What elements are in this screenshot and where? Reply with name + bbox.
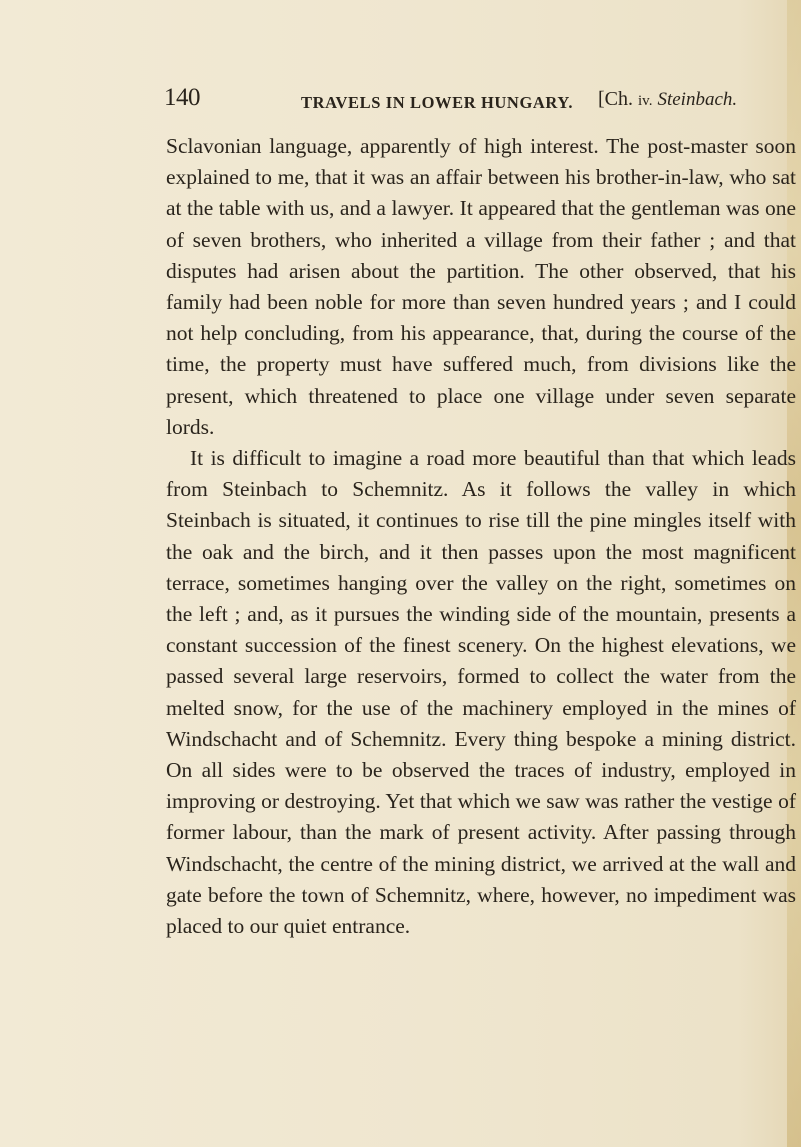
chapter-bracket: [ xyxy=(598,88,605,110)
chapter-abbrev: Ch. xyxy=(604,88,634,110)
paragraph-1: Sclavonian language, apparently of high interest. The post-master soon explained to me, that it was an affair between his brother-in-law, who sat at the table with us, and a lawyer. It appeared that the gentleman was one of seven brothers, who inherited a village from their father ; and that disputes had arisen about the partition. The other observed, that his family had been noble for more than seven hundred years ; and I could not help concluding, from his appearance, that, during the course of the time, the property must have suffered much, from divisions like the present, which threatened to place one village under seven separate lords. xyxy=(166,134,796,439)
running-head xyxy=(164,84,794,120)
page-number: 140 xyxy=(164,84,200,111)
paragraph-2: It is difficult to imagine a road more beautiful than that which leads from Steinbach to Schemnitz. As it follows the valley in which Steinbach is situated, it continues to rise till the pine mingles itself with the oak and the birch, and it then passes upon the most magnificent terrace, sometimes hanging over the valley on the right, sometimes on the left ; and, as it pursues the winding side of the mountain, presents a constant succession of the finest scenery. On the highest elevations, we passed several large reservoirs, formed to collect the water from the melted snow, for the use of the machinery employed in the mines of Windschacht and of Schemnitz. Every thing bespoke a mining district. On all sides were to be observed the traces of industry, employed in improving or destroying. Yet that which we saw was rather the vestige of former labour, than the mark of present activity. After passing through Windschacht, the centre of the mining district, we arrived at the wall and gate before the town of Schemnitz, where, however, no impediment was placed to our quiet entrance. xyxy=(166,446,796,939)
running-title: TRAVELS IN LOWER HUNGARY. xyxy=(301,93,574,112)
body-text xyxy=(166,131,796,942)
chapter-reference xyxy=(598,88,737,111)
chapter-place: Steinbach. xyxy=(657,89,738,110)
chapter-number: iv. xyxy=(638,93,653,109)
